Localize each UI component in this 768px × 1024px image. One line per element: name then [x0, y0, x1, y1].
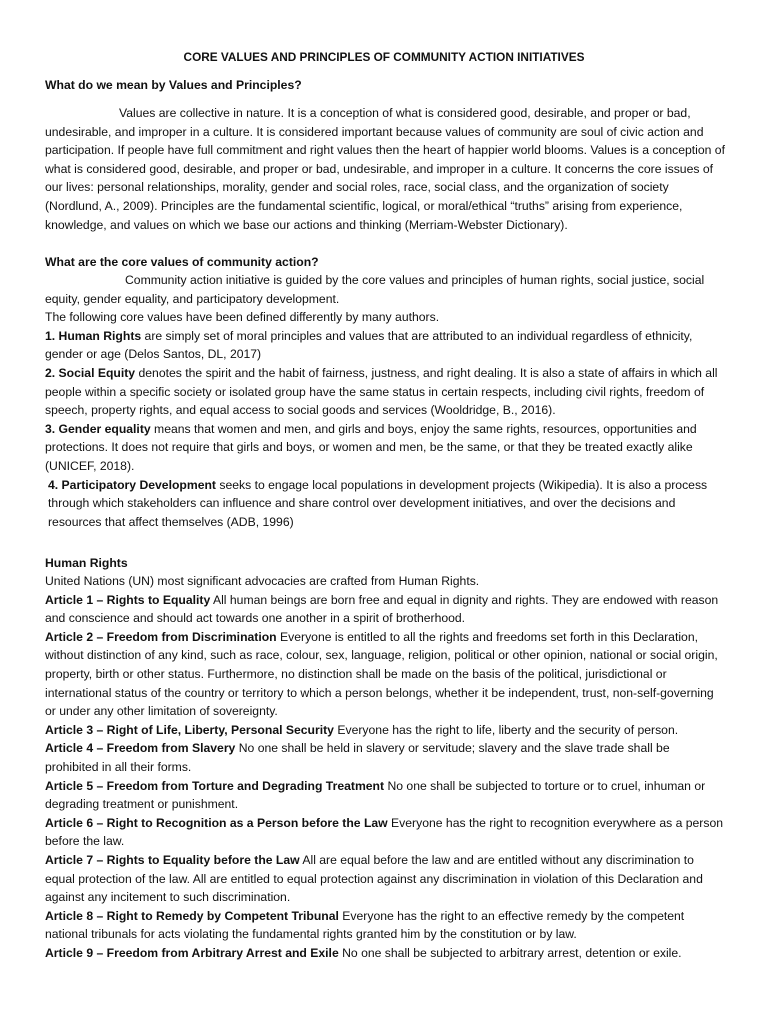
article-text: No one shall be subjected to torture or to cruel, inhuman or degrading treatment or punishment.	[45, 778, 706, 812]
article-text: Everyone is entitled to all the rights and freedoms set forth in this Declaration, without distinction of any kind, such as race, colour, sex, language, religion, political or other opinion, national or social origin, property, birth or other status. Furthermore, no distinction shall be made on the basis of the political, jurisdictional or international status of the country or territory to which a person belongs, whether it be independent, trust, non-self-governing or under any other limitation of sovereignty.	[45, 629, 718, 719]
core-value-item	[45, 420, 725, 476]
article-item	[45, 591, 725, 628]
section2-heading: What are the core values of community action?	[45, 255, 319, 269]
core-value-term: 1. Human Rights	[45, 328, 142, 343]
section2-body	[45, 271, 725, 531]
document-title: CORE VALUES AND PRINCIPLES OF COMMUNITY ACTION INITIATIVES	[183, 50, 585, 64]
section3-body	[45, 572, 725, 962]
core-value-text: denotes the spirit and the habit of fairness, justness, and right dealing. It is also a state of affairs in which all people within a specific society or isolated group have the same status in certain respects, including civil rights, freedom of speech, property rights, and equal access to social goods and services (Wooldridge, B., 2016).	[45, 365, 718, 418]
core-value-item	[45, 327, 725, 364]
article-item	[45, 907, 725, 944]
article-term: Article 4 – Freedom from Slavery	[45, 741, 236, 756]
core-value-term: 2. Social Equity	[45, 365, 136, 380]
core-value-term: 3. Gender equality	[45, 421, 151, 436]
article-item	[45, 721, 725, 740]
section1-body	[45, 104, 725, 234]
article-term: Article 6 – Right to Recognition as a Person before the Law	[45, 815, 388, 830]
section3-intro: United Nations (UN) most significant advocacies are crafted from Human Rights.	[45, 574, 480, 588]
section1-paragraph-text: Values are collective in nature. It is a conception of what is considered good, desirable, and proper or bad, undesirable, and improper in a culture. It is considered important because values of community are soul of civic action and participation. If people have full commitment and right values then the heart of happier world blooms. Values is a conception of what is considered good, desirable, and proper or bad, undesirable, and improper in a culture. It concerns the core issues of our lives: personal relationships, morality, gender and social roles, race, social class, and the organization of society (Nordlund, A., 2009). Principles are the fundamental scientific, logical, or moral/ethical “truths” arising from experience, knowledge, and values on which we base our actions and thinking (Merriam-Webster Dictionary).	[45, 106, 725, 232]
article-item	[45, 628, 725, 721]
article-text: All are equal before the law and are entitled without any discrimination to equal protection of the law. All are entitled to equal protection against any discrimination in violation of this Declaration and against any incitement to such discrimination.	[45, 852, 703, 905]
core-value-item	[45, 476, 725, 532]
section2-intro-text: Community action initiative is guided by the core values and principles of human rights, social justice, social equity, gender equality, and participatory development.	[45, 273, 705, 306]
article-term: Article 5 – Freedom from Torture and Degrading Treatment	[45, 778, 385, 793]
core-value-item	[45, 364, 725, 420]
core-value-term: 4. Participatory Development	[48, 477, 216, 492]
core-value-text: seeks to engage local populations in development projects (Wikipedia). It is also a process through which stakeholders can influence and share control over development initiatives, and over the decisions and resources that affect themselves (ADB, 1996)	[48, 477, 708, 529]
article-term: Article 7 – Rights to Equality before the Law	[45, 852, 300, 867]
article-text: No one shall be subjected to arbitrary arrest, detention or exile.	[338, 945, 682, 960]
article-term: Article 2 – Freedom from Discrimination	[45, 629, 277, 644]
section2-intro	[45, 271, 725, 308]
article-text: All human beings are born free and equal in dignity and rights. They are endowed with reason and conscience and should act towards one another in a spirit of brotherhood.	[45, 592, 719, 626]
article-term: Article 1 – Rights to Equality	[45, 592, 211, 607]
article-text: No one shall be held in slavery or servitude; slavery and the slave trade shall be prohibited in all their forms.	[45, 741, 670, 774]
section1-paragraph	[45, 104, 725, 234]
core-value-text: are simply set of moral principles and values that are attributed to an individual regardless of ethnicity, gender or age (Delos Santos, DL, 2017)	[45, 328, 693, 362]
section1-heading: What do we mean by Values and Principles?	[45, 78, 302, 92]
article-item	[45, 851, 725, 907]
article-item	[45, 777, 725, 814]
section3-heading: Human Rights	[45, 556, 128, 570]
article-text: Everyone has the right to recognition everywhere as a person before the law.	[45, 815, 724, 849]
article-item	[45, 944, 725, 963]
article-item	[45, 814, 725, 851]
article-term: Article 3 – Right of Life, Liberty, Personal Security	[45, 722, 334, 737]
article-text: Everyone has the right to an effective remedy by the competent national tribunals for acts violating the fundamental rights granted him by the constitution or by law.	[45, 908, 685, 942]
section2-intro2: The following core values have been defined differently by many authors.	[45, 310, 440, 325]
core-value-text: means that women and men, and girls and boys, enjoy the same rights, resources, opportunities and protections. It does not require that girls and boys, or women and men, be the same, or that they be treated exactly alike (UNICEF, 2018).	[45, 421, 697, 473]
article-text: Everyone has the right to life, liberty and the security of person.	[333, 722, 679, 737]
article-term: Article 8 – Right to Remedy by Competent Tribunal	[45, 908, 339, 923]
article-item	[45, 739, 725, 776]
article-term: Article 9 – Freedom from Arbitrary Arrest and Exile	[45, 945, 339, 960]
